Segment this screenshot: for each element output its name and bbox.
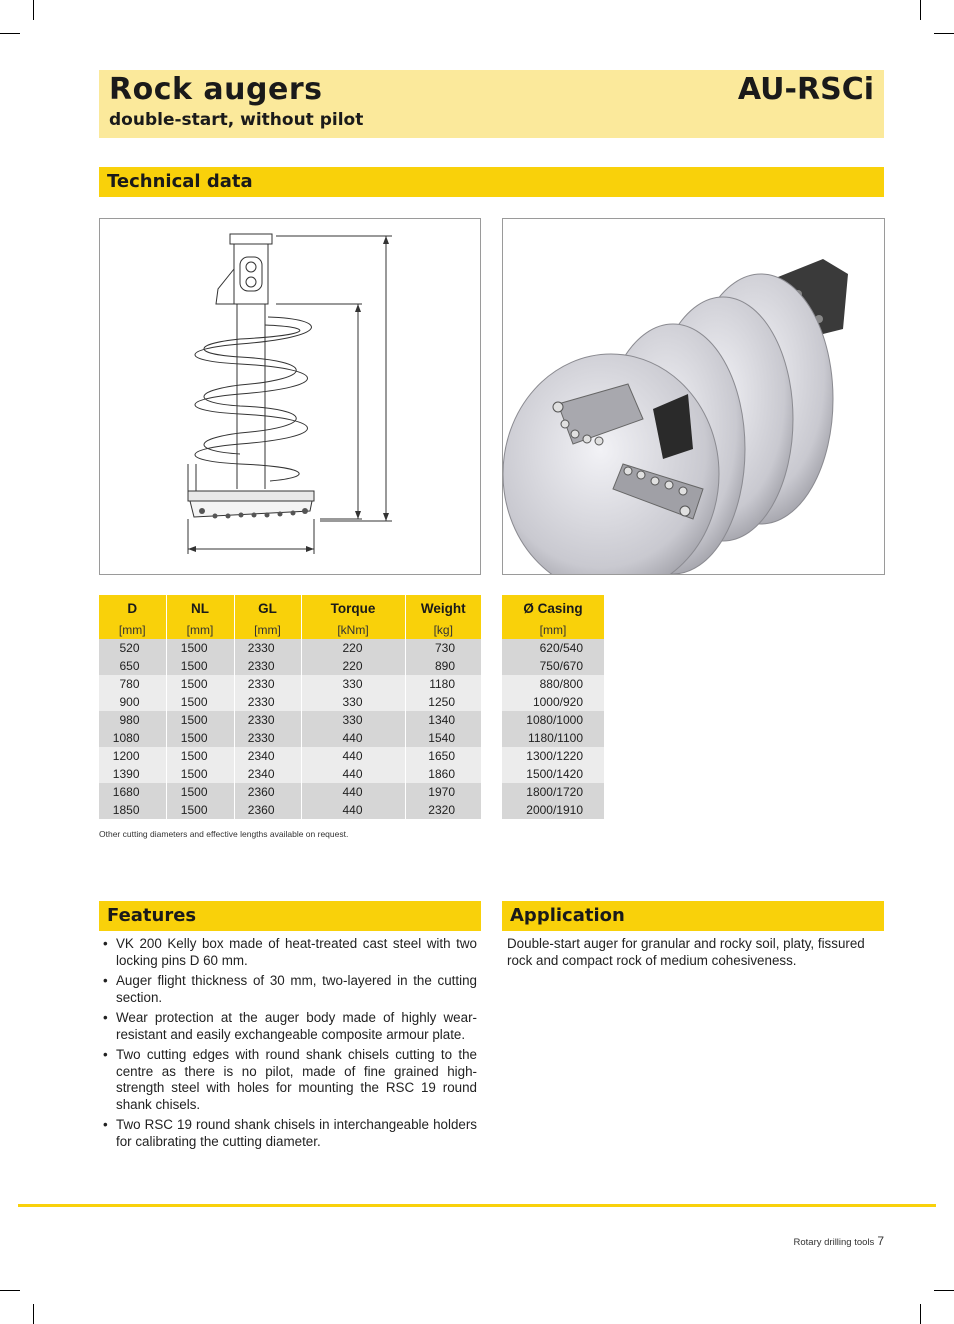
table-row [99,639,481,657]
table-row [99,729,481,747]
table-cell: 2000/1910 [502,801,604,819]
table-cell: 2330 [234,657,301,675]
casing-table [502,595,604,819]
crop-mark [920,0,921,20]
crop-mark [920,1304,921,1324]
crop-mark [33,1304,34,1324]
table-row [502,639,604,657]
column-header: Ø Casing [502,595,604,621]
table-row [99,693,481,711]
table-cell: 1500 [166,729,234,747]
units-row [99,621,481,639]
list-item: • Two cutting edges with round shank chisels cutting to the centre as there is no pilot, made of fine grained high-strength steel with holes for mounting the RSC 19 round shank chisels. [101,1047,477,1113]
table-header-row [99,595,481,621]
table-cell: 1250 [405,693,481,711]
features-heading: Features [107,905,197,926]
table-cell: 1500 [166,801,234,819]
table-cell: 2320 [405,801,481,819]
table-row [99,783,481,801]
table-cell: 1500 [166,639,234,657]
table-row [502,765,604,783]
table-cell: 520 [99,639,166,657]
application-heading: Application [510,905,625,926]
table-cell: 2330 [234,729,301,747]
unit-cell: [mm] [234,621,301,639]
table-row [99,801,481,819]
unit-cell: [kNm] [301,621,405,639]
table-row [502,711,604,729]
table-row [502,783,604,801]
table-cell: 1180/1100 [502,729,604,747]
table-row [502,801,604,819]
table-cell: 1680 [99,783,166,801]
page-title: Rock augers [109,72,323,107]
table-cell: 650 [99,657,166,675]
units-row [502,621,604,639]
table-cell: 880/800 [502,675,604,693]
table-row [99,711,481,729]
table-cell: 330 [301,675,405,693]
table-cell: 1180 [405,675,481,693]
column-header: D [99,595,166,621]
table-row [99,657,481,675]
table-cell: 2330 [234,675,301,693]
table-header-row [502,595,604,621]
table-cell: 1500/1420 [502,765,604,783]
product-code: AU-RSCi [737,72,874,107]
table-cell: 330 [301,711,405,729]
table-row [502,693,604,711]
table-cell: 1080 [99,729,166,747]
table-cell: 1500 [166,675,234,693]
table-cell: 2330 [234,711,301,729]
unit-cell: [kg] [405,621,481,639]
list-item: • Two RSC 19 round shank chisels in interchangeable holders for calibrating the cutting diameter. [101,1117,477,1150]
footer-rule [18,1204,936,1207]
table-cell: 2330 [234,693,301,711]
table-cell: 1500 [166,765,234,783]
table-cell: 220 [301,657,405,675]
table-note: Other cutting diameters and effective lengths available on request. [99,829,349,839]
table-cell: 900 [99,693,166,711]
table-row [502,747,604,765]
page-subtitle: double-start, without pilot [109,110,364,130]
technical-data-bar [99,167,884,197]
footer-label: Rotary drilling tools [793,1237,875,1248]
unit-cell: [mm] [166,621,234,639]
features-bar [99,901,481,931]
technical-data-table [99,595,481,819]
auger-drawing-svg [100,219,480,574]
table-cell: 440 [301,729,405,747]
table-cell: 1500 [166,783,234,801]
table-cell: 1000/920 [502,693,604,711]
list-item: • Auger flight thickness of 30 mm, two-layered in the cutting section. [101,973,477,1006]
table-cell: 2360 [234,801,301,819]
technical-drawing [99,218,481,575]
table-cell: 1500 [166,711,234,729]
page-number: 7 [877,1234,884,1248]
column-header: Weight [405,595,481,621]
page-header [99,70,884,138]
table-cell: 1500 [166,693,234,711]
table-cell: 890 [405,657,481,675]
crop-mark [33,0,34,20]
table-cell: 750/670 [502,657,604,675]
table-cell: 1500 [166,747,234,765]
table-cell: 980 [99,711,166,729]
table-cell: 2330 [234,639,301,657]
table-cell: 1200 [99,747,166,765]
table-cell: 2360 [234,783,301,801]
table-cell: 2340 [234,765,301,783]
table-cell: 730 [405,639,481,657]
table-cell: 1500 [166,657,234,675]
unit-cell: [mm] [99,621,166,639]
table-cell: 330 [301,693,405,711]
table-row [502,675,604,693]
crop-mark [934,1290,954,1291]
column-header: GL [234,595,301,621]
table-cell: 1650 [405,747,481,765]
technical-data-heading: Technical data [107,171,253,192]
table-cell: 1340 [405,711,481,729]
table-cell: 440 [301,783,405,801]
table-cell: 1970 [405,783,481,801]
table-row [99,675,481,693]
crop-mark [934,33,954,34]
crop-mark [0,1290,20,1291]
column-header: Torque [301,595,405,621]
column-header: NL [166,595,234,621]
application-text: Double-start auger for granular and rocky soil, platy, fissured rock and compact rock of medium cohesiveness. [507,936,865,968]
table-cell: 1850 [99,801,166,819]
auger-photo-svg [503,219,884,574]
table-cell: 1080/1000 [502,711,604,729]
table-row [99,765,481,783]
table-cell: 1800/1720 [502,783,604,801]
table-cell: 620/540 [502,639,604,657]
application-bar [502,901,884,931]
table-cell: 1540 [405,729,481,747]
table-cell: 1300/1220 [502,747,604,765]
list-item: • Wear protection at the auger body made of highly wear-resistant and easily exchangeable composite armour plate. [101,1010,477,1043]
table-cell: 440 [301,747,405,765]
unit-cell: [mm] [502,621,604,639]
table-row [502,657,604,675]
table-cell: 220 [301,639,405,657]
table-cell: 440 [301,801,405,819]
table-cell: 2340 [234,747,301,765]
table-row [502,729,604,747]
page-footer [794,1234,884,1248]
list-item: • VK 200 Kelly box made of heat-treated cast steel with two locking pins D 60 mm. [101,936,477,969]
table-cell: 440 [301,765,405,783]
crop-mark [0,33,20,34]
table-cell: 1390 [99,765,166,783]
table-row [99,747,481,765]
table-cell: 1860 [405,765,481,783]
features-list [101,936,477,1154]
auger-photo [502,218,885,575]
table-cell: 780 [99,675,166,693]
